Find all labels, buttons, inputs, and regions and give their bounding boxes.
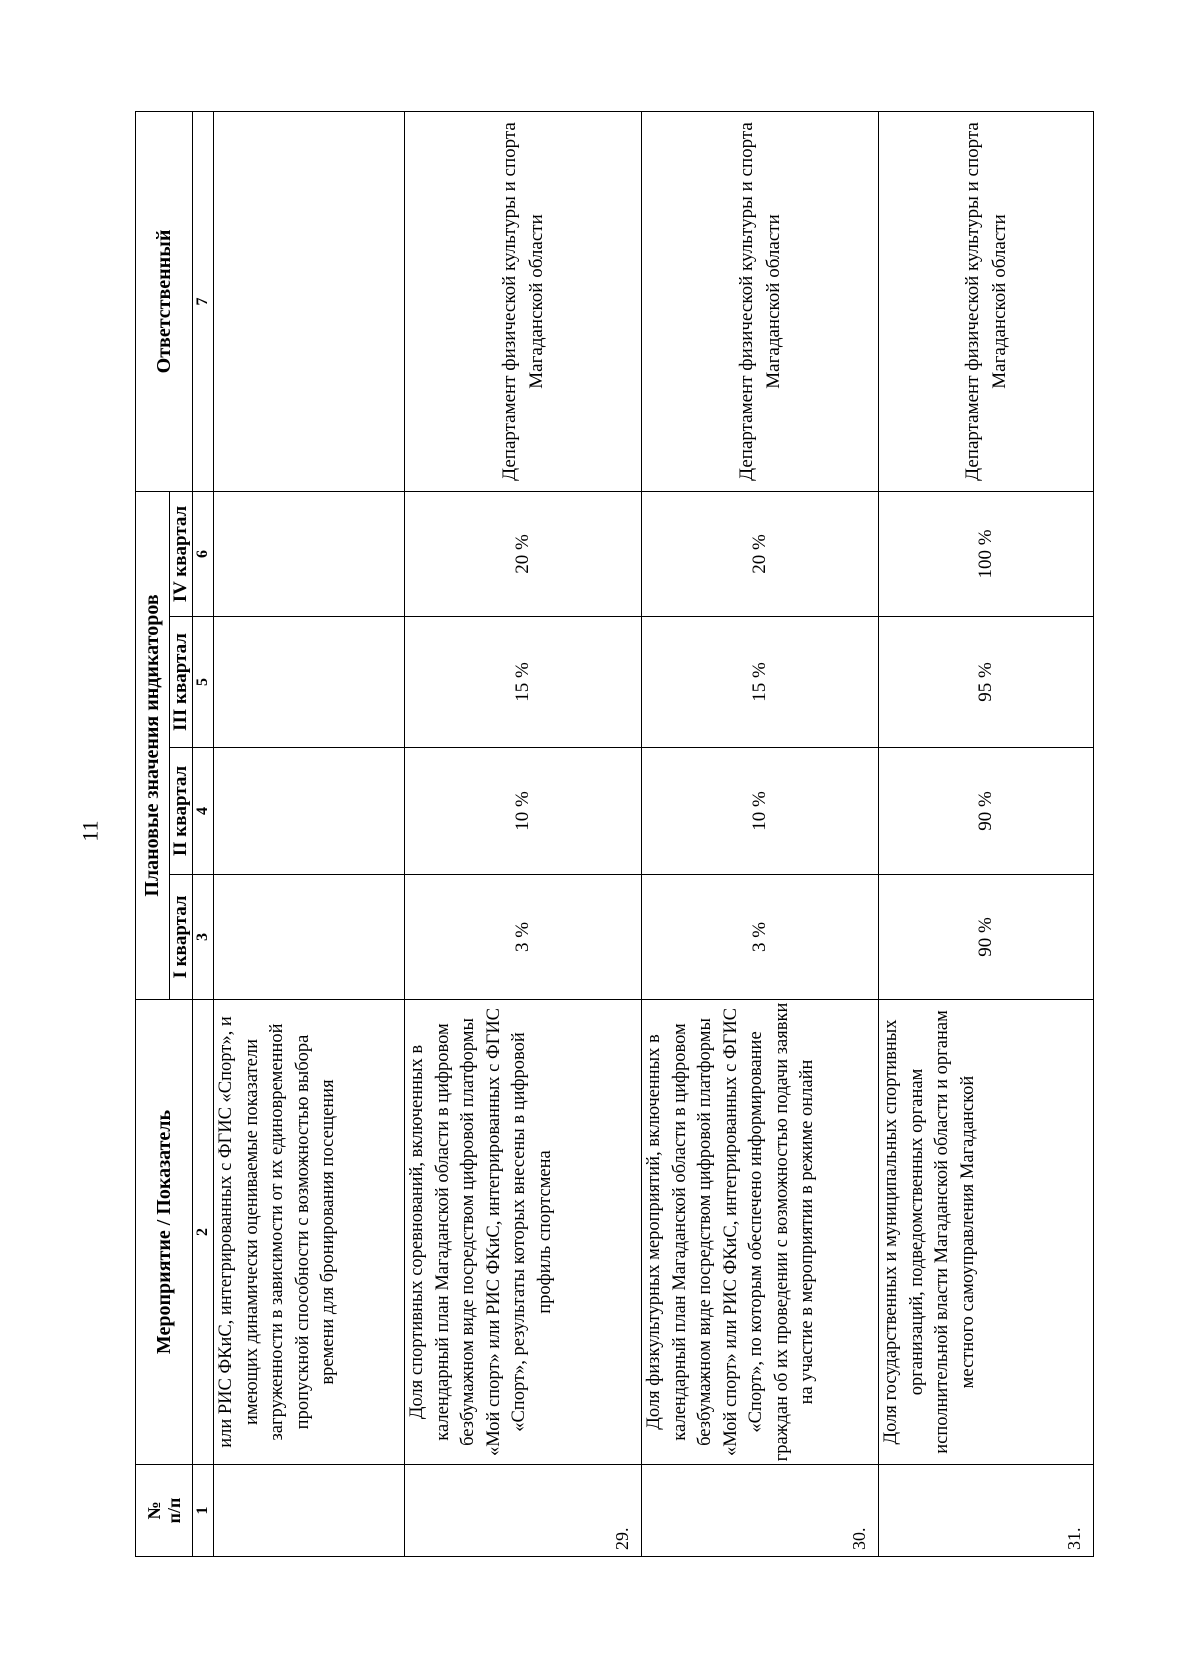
col-index: 4 (193, 748, 214, 875)
value-q1: 3 % (405, 875, 642, 1000)
col-index: 7 (193, 111, 214, 491)
header-plan-values: Плановые значения индикаторов (136, 491, 170, 999)
row-indicator-text: Доля спортивных соревнований, включенных в календарный план Магаданской области в цифровом безбумажном виде посредством цифровой платформы «Мой спорт» или РИС ФКиС, интегрированных с ФГИС «Спорт», результаты которых внесены в цифровой профиль спортсмена (405, 1000, 642, 1465)
value-q3: 95 % (879, 617, 1094, 748)
table-row (214, 111, 405, 1556)
row-number: 29. (405, 1465, 642, 1557)
col-index: 6 (193, 491, 214, 616)
value-q3: 15 % (642, 617, 879, 748)
header-responsible: Ответственный (136, 111, 193, 491)
row-number: 30. (642, 1465, 879, 1557)
value-q2 (214, 748, 405, 875)
header-q2: II квартал (170, 748, 193, 875)
header-q3: III квартал (170, 617, 193, 748)
value-q3 (214, 617, 405, 748)
value-q2: 90 % (879, 748, 1094, 875)
row-responsible (214, 111, 405, 491)
col-index: 3 (193, 875, 214, 1000)
row-number: 31. (879, 1465, 1094, 1557)
value-q1: 3 % (642, 875, 879, 1000)
table-row (879, 111, 1094, 1556)
page-number: 11 (77, 820, 103, 842)
row-indicator-text: или РИС ФКиС, интегрированных с ФГИС «Спорт», и имеющих динамически оцениваемые показатели загруженности в зависимости от их единовременной пропускной способности с возможностью выбора времени для бронирования посещения (214, 1000, 405, 1465)
rotated-table-container (135, 112, 1084, 1557)
value-q4 (214, 491, 405, 616)
header-num: № п/п (136, 1465, 193, 1557)
value-q4: 20 % (642, 491, 879, 616)
table-row (405, 111, 642, 1556)
row-indicator-text: Доля государственных и муниципальных спортивных организаций, подведомственных органам исполнительной власти Магаданской области и органам местного самоуправления Магаданской (879, 1000, 1094, 1465)
col-index: 5 (193, 617, 214, 748)
col-index: 1 (193, 1465, 214, 1557)
table-row (642, 111, 879, 1556)
value-q2: 10 % (642, 748, 879, 875)
value-q4: 20 % (405, 491, 642, 616)
value-q2: 10 % (405, 748, 642, 875)
value-q4: 100 % (879, 491, 1094, 616)
value-q1 (214, 875, 405, 1000)
header-event: Мероприятие / Показатель (136, 1000, 193, 1465)
indicator-table (135, 111, 1094, 1557)
row-indicator-text: Доля физкультурных мероприятий, включенных в календарный план Магаданской области в цифровом безбумажном виде посредством цифровой платформы «Мой спорт» или РИС ФКиС, интегрированных с ФГИС «Спорт», по которым обеспечено информирование граждан об их проведении с возможностью подачи заявки на участие в мероприятии в режиме онлайн (642, 1000, 879, 1465)
column-index-row (193, 111, 214, 1556)
col-index: 2 (193, 1000, 214, 1465)
value-q3: 15 % (405, 617, 642, 748)
header-q1: I квартал (170, 875, 193, 1000)
value-q1: 90 % (879, 875, 1094, 1000)
row-number (214, 1465, 405, 1557)
row-responsible: Департамент физической культуры и спорта Магаданской области (405, 111, 642, 491)
header-q4: IV квартал (170, 491, 193, 616)
row-responsible: Департамент физической культуры и спорта Магаданской области (879, 111, 1094, 491)
row-responsible: Департамент физической культуры и спорта Магаданской области (642, 111, 879, 491)
